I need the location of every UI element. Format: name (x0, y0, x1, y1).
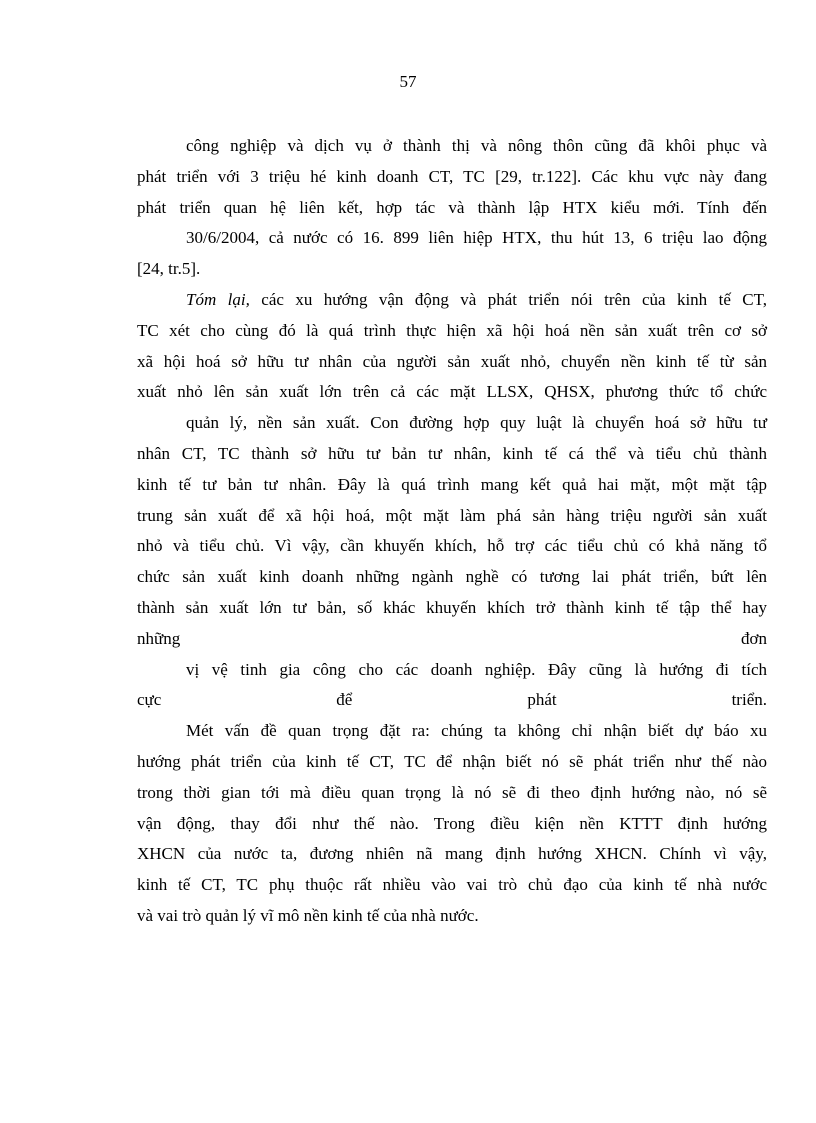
line-text: vị vệ tinh gia công cho các doanh nghiệp. Đây cũng là hướng đi tích (186, 659, 767, 679)
text-line (137, 193, 767, 223)
line-text: thành sản xuất lớn tư bản, số khác khuyến khích trở thành kinh tế tập thể hay (137, 598, 767, 617)
line-text: hướng phát triển của kinh tế CT, TC để nhận biết nó sẽ phát triển như thế nào (137, 752, 767, 771)
text-line (186, 285, 767, 315)
line-text: các xu hướng vận động và phát triển nói trên của kinh tế CT, (249, 290, 767, 309)
line-text: trong thời gian tới mà điều quan trọng là nó sẽ đi theo định hướng nào, nó sẽ (137, 782, 767, 802)
line-text: Mét vấn đề quan trọng đặt ra: chúng ta không chỉ nhận biết dự báo xu (186, 721, 767, 741)
line-text: kinh tế tư bản tư nhân. Đây là quá trình mang kết quả hai mặt, một mặt tập (137, 474, 767, 494)
page-number: 57 (399, 72, 417, 91)
text-line (137, 778, 767, 808)
text-line (137, 347, 767, 377)
text-line (137, 439, 767, 469)
text-line (137, 531, 767, 561)
text-line (137, 839, 767, 869)
line-text: xuất nhỏ lên sản xuất lớn trên cả các mặt LLSX, QHSX, phương thức tổ chức (137, 382, 767, 402)
text-line (186, 223, 767, 253)
text-line (137, 870, 767, 900)
line-text: chức sản xuất kinh doanh những ngành nghề có tương lai phát triển, bứt lên (137, 567, 767, 587)
line-text: TC xét cho cùng đó là quá trình thực hiện xã hội hoá nền sản xuất trên cơ sở (137, 320, 767, 340)
line-text: phát triển với 3 triệu hé kinh doanh CT, TC [29, tr.122]. Các khu vực này đang (137, 166, 767, 186)
text-line (186, 655, 767, 685)
line-text: công nghiệp và dịch vụ ở thành thị và nông thôn cũng đã khôi phục và (186, 136, 767, 155)
line-text: nhân CT, TC thành sở hữu tư bản tư nhân, kinh tế cá thể và tiểu chủ thành (137, 444, 767, 463)
text-line (137, 562, 767, 592)
text-line (137, 901, 767, 931)
line-text: xã hội hoá sở hữu tư nhân của người sản xuất nhỏ, chuyển nền kinh tế từ sản (137, 351, 767, 371)
text-line (137, 501, 767, 531)
text-line (137, 254, 767, 284)
text-line (137, 809, 767, 839)
text-line (137, 747, 767, 777)
line-text: vận động, thay đổi như thế nào. Trong điều kiện nền KTTT định hướng (137, 813, 767, 833)
text-line (137, 470, 767, 500)
line-text: quản lý, nền sản xuất. Con đường hợp quy luật là chuyển hoá sở hữu tư (186, 413, 767, 433)
text-line (137, 316, 767, 346)
text-line (137, 377, 767, 407)
text-line (186, 408, 767, 438)
line-text: phát triển quan hệ liên kết, hợp tác và thành lập HTX kiểu mới. Tính đến (137, 197, 767, 217)
text-line (137, 162, 767, 192)
line-text: XHCN của nước ta, đương nhiên nã mang định hướng XHCN. Chính vì vậy, (137, 844, 767, 864)
text-line (137, 685, 767, 715)
line-text: nhỏ và tiểu chủ. Vì vậy, cần khuyến khích, hỗ trợ các tiểu chủ có khả năng tổ (137, 536, 767, 556)
text-line (186, 131, 767, 161)
text-line (137, 624, 767, 654)
line-text: và vai trò quản lý vĩ mô nền kinh tế của nhà nước. (137, 906, 479, 925)
line-text: 30/6/2004, cả nước có 16. 899 liên hiệp HTX, thu hút 13, 6 triệu lao động (186, 228, 767, 248)
italic-phrase: Tóm lại, (186, 290, 250, 309)
line-text: kinh tế CT, TC phụ thuộc rất nhiều vào vai trò chủ đạo của kinh tế nhà nước (137, 875, 767, 895)
line-text: trung sản xuất để xã hội hoá, một mặt làm phá sản hàng triệu người sản xuất (137, 505, 767, 525)
text-line (137, 593, 767, 623)
line-text: cực để phát triển. (137, 690, 767, 710)
line-text: những đơn (137, 628, 767, 648)
line-text: [24, tr.5]. (137, 259, 201, 279)
text-line (186, 716, 767, 746)
